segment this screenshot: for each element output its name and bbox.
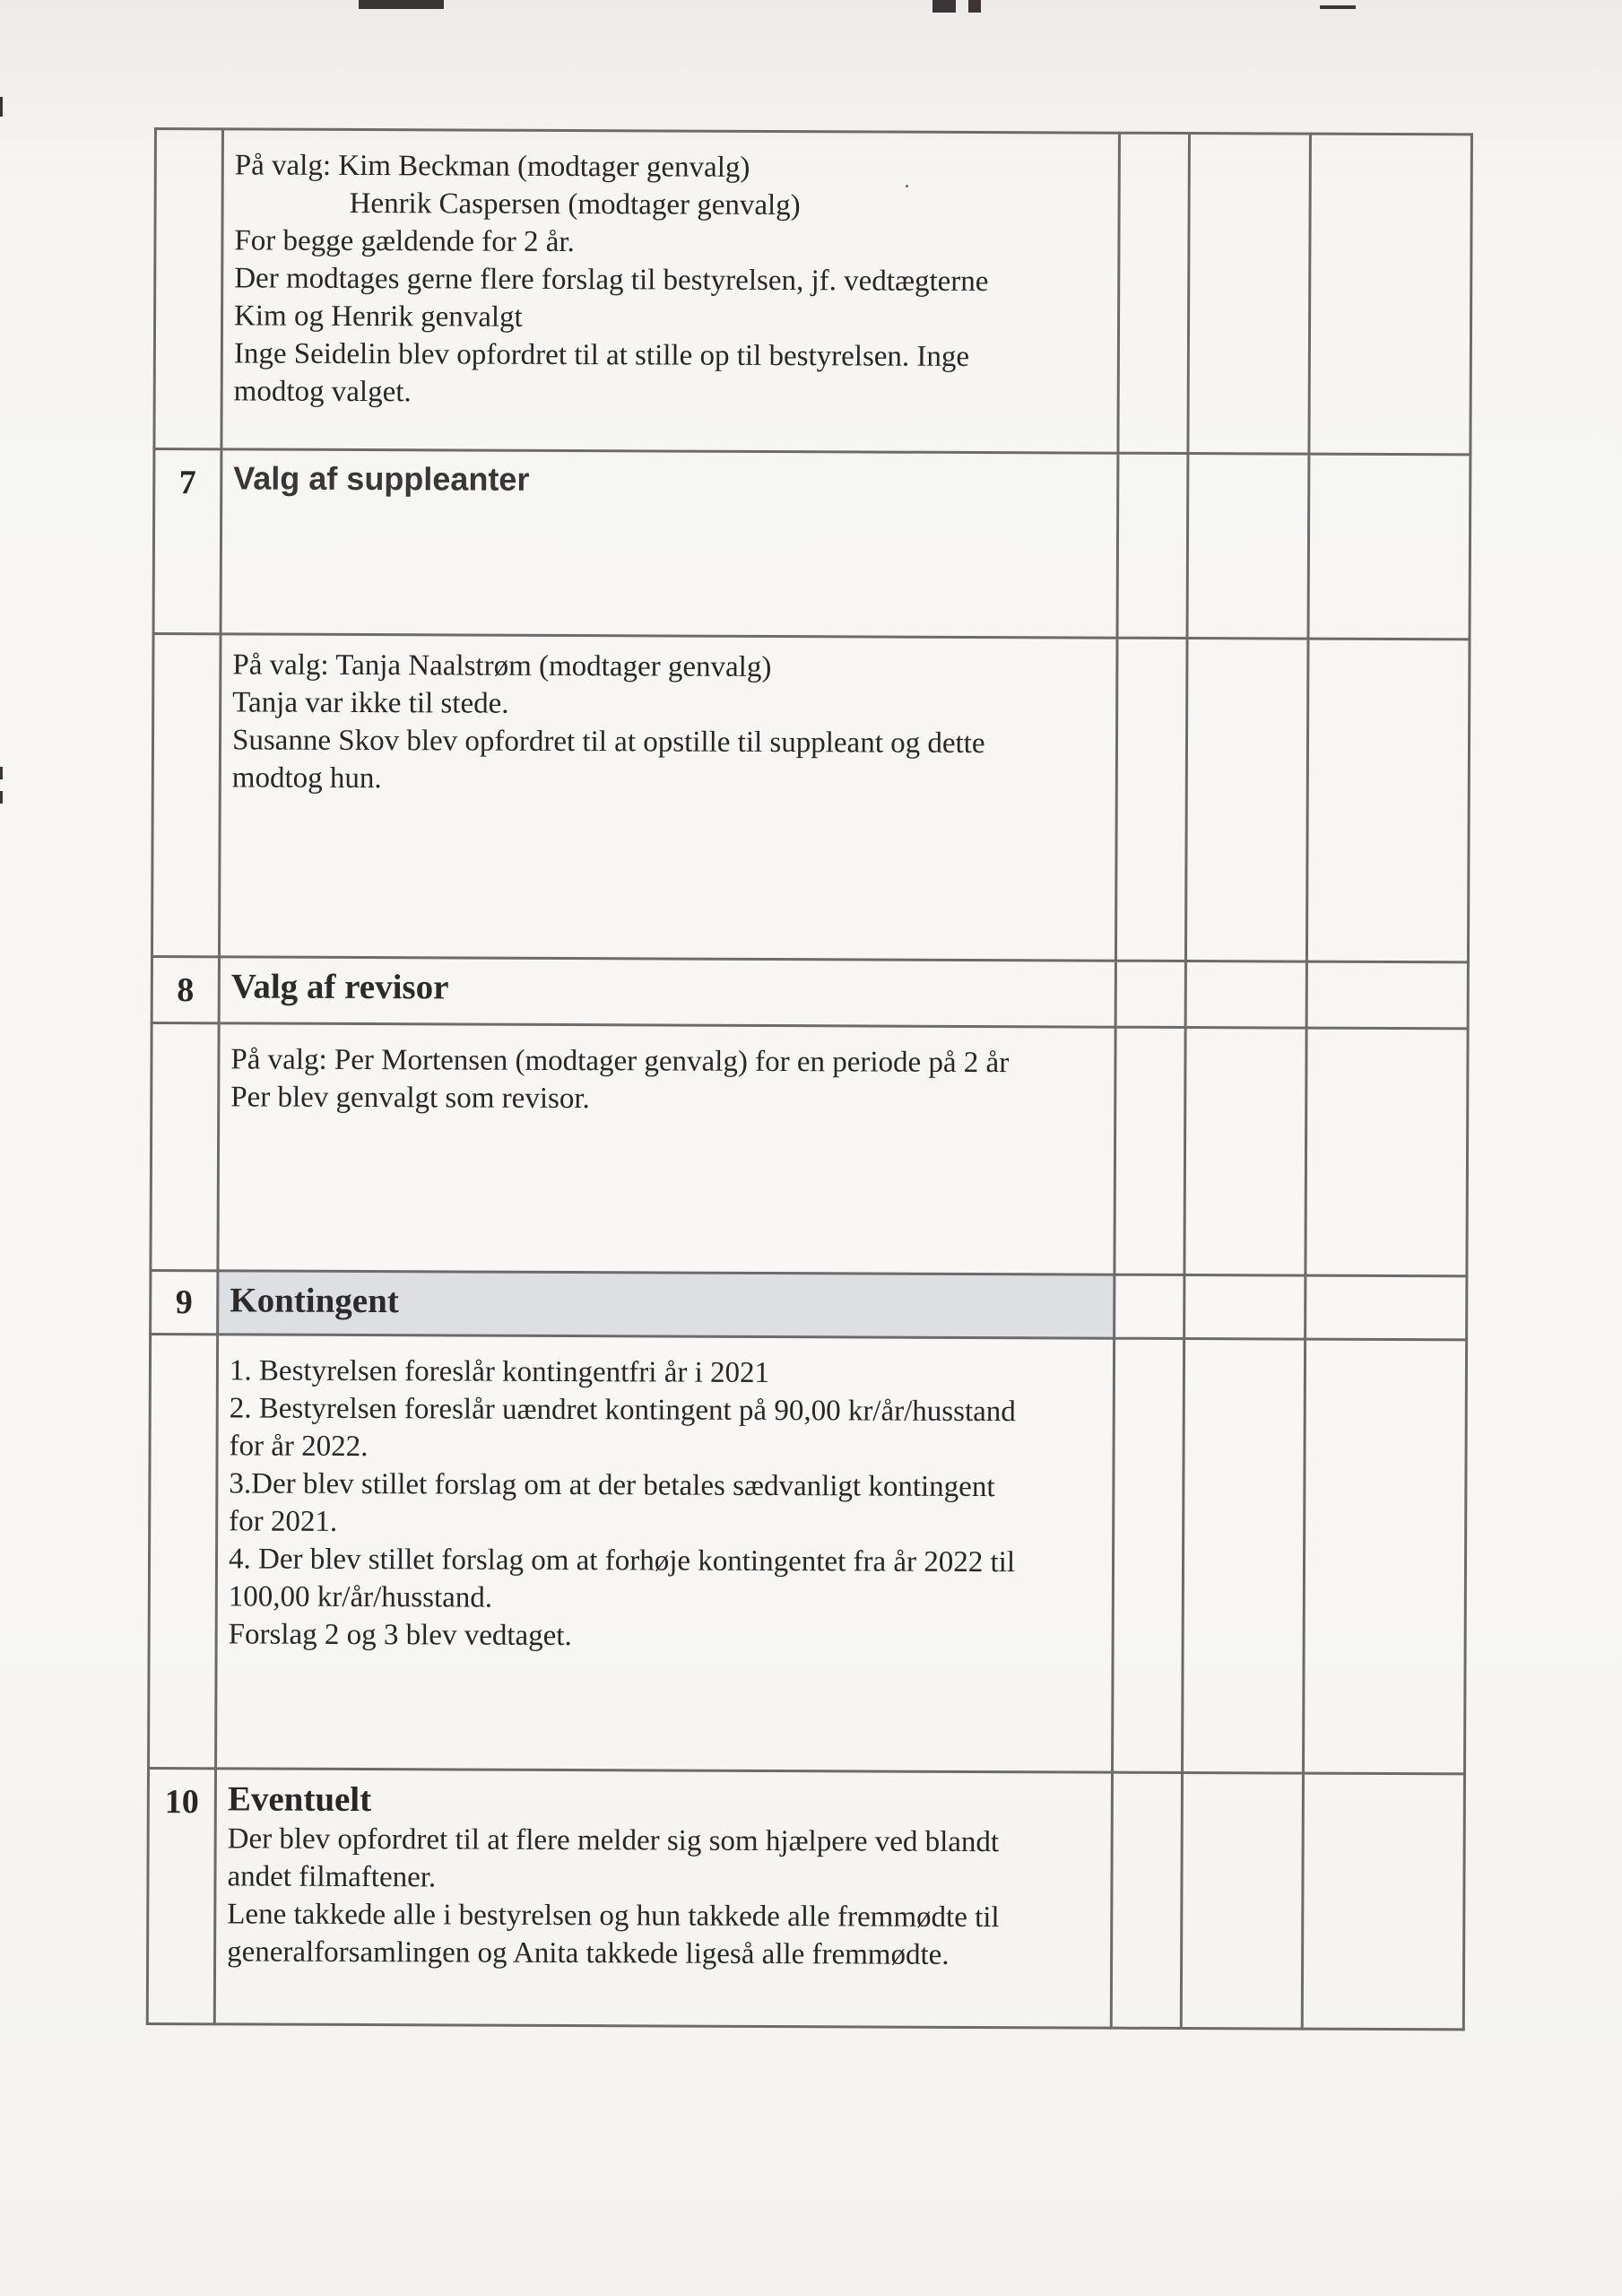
table-row-item-8-content xyxy=(151,1022,1468,1275)
page-edge-mark xyxy=(0,767,3,779)
table-row-board-election xyxy=(154,129,1472,455)
item-number: 8 xyxy=(152,956,219,1022)
text-line: generalforsamlingen og Anita takkede ligeså alle fremmødte. xyxy=(227,1935,950,1971)
text-line: Tanja var ikke til stede. xyxy=(232,686,509,720)
text-line: På valg: Per Mortensen (modtager genvalg) for en periode på 2 år xyxy=(230,1043,1010,1080)
item-number: 7 xyxy=(153,449,221,634)
text-line: 1. Bestyrelsen foreslår kontingentfri år i 2021 xyxy=(229,1354,770,1390)
item-number xyxy=(154,129,223,449)
empty-cell xyxy=(1305,1275,1467,1340)
empty-cell xyxy=(1305,1028,1468,1276)
empty-cell xyxy=(1113,1338,1184,1772)
item-number: 10 xyxy=(147,1768,215,2023)
empty-cell xyxy=(1188,134,1311,455)
cropped-header-fragment xyxy=(1320,5,1356,9)
text-line: for år 2022. xyxy=(229,1430,369,1464)
text-line: modtog hun. xyxy=(231,761,382,796)
empty-cell xyxy=(1181,1773,1303,2030)
text-line: for 2021. xyxy=(229,1505,338,1538)
page-edge-mark xyxy=(0,791,3,804)
empty-cell xyxy=(1115,1274,1184,1338)
text-line: 2. Bestyrelsen foreslår uændret kontingent på 90,00 kr/år/husstand xyxy=(229,1392,1016,1429)
item-number: 9 xyxy=(151,1270,218,1334)
item-number xyxy=(152,634,221,957)
text-line: Forslag 2 og 3 blev vedtaget. xyxy=(228,1618,572,1653)
text-line: Der modtages gerne flere forslag til bestyrelsen, jf. vedtægterne xyxy=(234,262,989,299)
text-line: Henrik Caspersen (modtager genvalg) xyxy=(349,187,801,222)
text-line: Der blev opfordret til at flere melder sig som hjælpere ved blandt xyxy=(227,1822,1000,1859)
table-row-item-9-heading xyxy=(151,1270,1467,1339)
text-line: For begge gældende for 2 år. xyxy=(234,224,575,259)
cropped-header-fragment xyxy=(359,0,444,9)
text-line: På valg: Tanja Naalstrøm (modtager genvalg) xyxy=(232,648,772,684)
empty-cell xyxy=(1115,961,1185,1027)
text-line: Lene takkede alle i bestyrelsen og hun takkede alle fremmødte til xyxy=(227,1898,1000,1935)
empty-cell xyxy=(1306,639,1470,962)
empty-cell xyxy=(1118,133,1190,453)
empty-cell xyxy=(1302,1773,1464,2030)
minutes-table xyxy=(146,127,1473,2031)
table-row-item-10 xyxy=(147,1768,1464,2029)
cropped-header-fragment xyxy=(932,0,956,13)
item-number xyxy=(149,1334,218,1768)
empty-cell xyxy=(1187,454,1309,639)
item-content xyxy=(214,1769,1112,2028)
empty-cell xyxy=(1306,961,1468,1029)
empty-cell xyxy=(1185,639,1308,962)
text-line: Kim og Henrik genvalgt xyxy=(234,300,523,334)
empty-cell xyxy=(1117,453,1188,638)
empty-cell xyxy=(1184,1275,1305,1340)
empty-cell xyxy=(1115,638,1187,961)
empty-cell xyxy=(1184,1028,1306,1276)
empty-cell xyxy=(1304,1339,1467,1774)
table-row-item-9-content xyxy=(149,1334,1467,1773)
empty-cell xyxy=(1111,1772,1182,2028)
table-row-item-8-heading xyxy=(152,956,1468,1028)
item-content xyxy=(216,1335,1115,1772)
empty-cell xyxy=(1185,961,1306,1029)
item-number xyxy=(151,1022,219,1270)
cropped-header-fragment xyxy=(968,0,981,13)
text-line: andet filmaftener. xyxy=(227,1860,437,1894)
table-row-item-7-content xyxy=(152,634,1470,962)
item-heading: Valg af suppleanter xyxy=(221,449,1118,638)
table-row-item-7-heading xyxy=(153,449,1470,639)
text-line: 4. Der blev stillet forslag om at forhøje kontingentet fra år 2022 til xyxy=(228,1543,1016,1579)
empty-cell xyxy=(1308,454,1470,639)
item-heading: Kontingent xyxy=(218,1271,1115,1338)
item-heading: Eventuelt xyxy=(227,1779,372,1820)
text-line: 100,00 kr/år/husstand. xyxy=(228,1580,493,1614)
empty-cell xyxy=(1115,1027,1185,1274)
text-line: Per blev genvalgt som revisor. xyxy=(230,1081,590,1116)
empty-cell xyxy=(1309,134,1472,455)
text-line: modtog valget. xyxy=(233,375,412,409)
text-line: Inge Seidelin blev opfordret til at stille op til bestyrelsen. Inge xyxy=(233,337,970,373)
text-line: På valg: Kim Beckman (modtager genvalg) xyxy=(234,149,750,184)
text-line: 3.Der blev stillet forslag om at der betales sædvanligt kontingent xyxy=(229,1467,995,1504)
empty-cell xyxy=(1183,1339,1305,1774)
item-content xyxy=(219,634,1117,961)
page-edge-mark xyxy=(0,97,3,117)
text-line: Susanne Skov blev opfordret til at opstille til suppleant og dette xyxy=(231,724,985,761)
item-heading: Valg af revisor xyxy=(219,957,1115,1027)
item-content xyxy=(221,129,1120,453)
item-content xyxy=(218,1023,1115,1274)
